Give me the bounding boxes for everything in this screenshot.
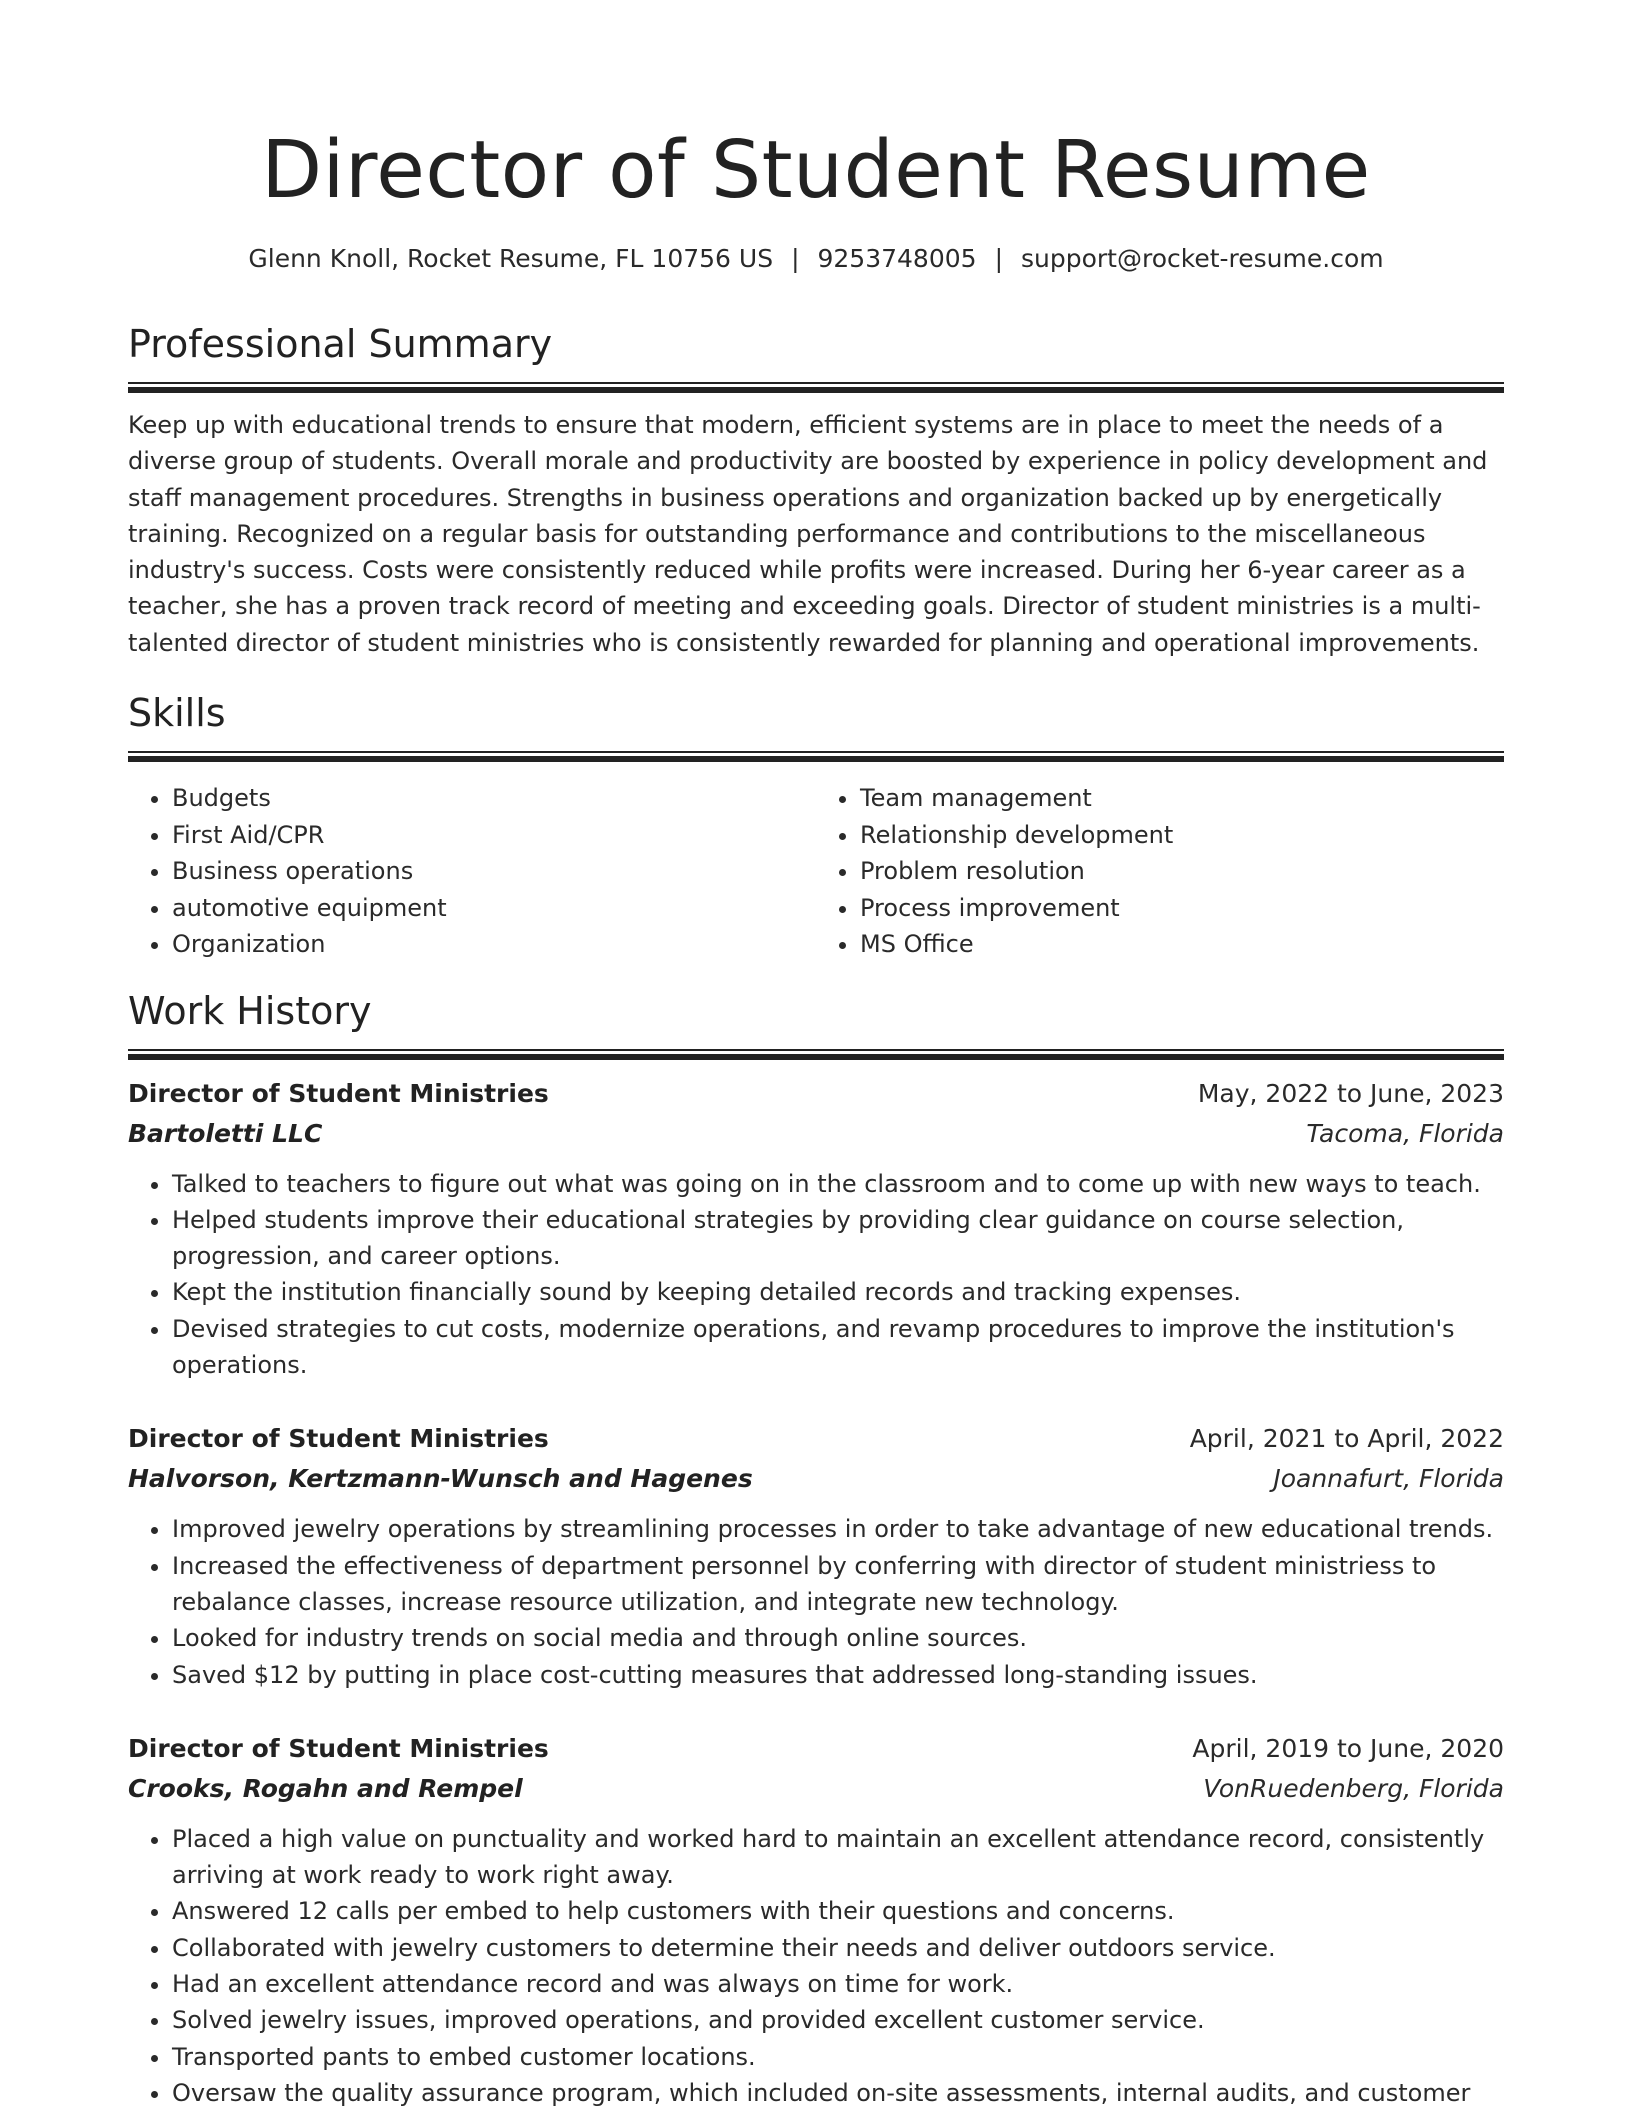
job-company: Crooks, Rogahn and Rempel — [128, 1773, 523, 1803]
job-location: Joannafurt, Florida — [1273, 1464, 1504, 1494]
job-entry — [128, 1419, 1504, 1692]
skills-columns — [128, 780, 1504, 963]
skills-list-right — [816, 780, 1504, 963]
job-header — [128, 1729, 1504, 1769]
job-bullet: • Kept the institution financially sound by keeping detailed records and tracking expenses. — [172, 1274, 1504, 1310]
job-bullet: • Had an excellent attendance record and was always on time for work. — [172, 1966, 1504, 2002]
job-bullet: • Collaborated with jewelry customers to determine their needs and deliver outdoors service. — [172, 1930, 1504, 1966]
summary-heading: Professional Summary — [128, 322, 553, 366]
job-bullets — [128, 1821, 1504, 2111]
section-divider — [128, 751, 1504, 762]
job-location: VonRuedenberg, Florida — [1203, 1773, 1504, 1803]
job-dates: April, 2019 to June, 2020 — [1192, 1733, 1504, 1763]
job-header — [128, 1419, 1504, 1459]
job-dates: May, 2022 to June, 2023 — [1197, 1078, 1504, 1108]
job-title: Director of Student Ministries — [128, 1078, 549, 1108]
job-bullet: • Talked to teachers to figure out what was going on in the classroom and to come up with new ways to teach. — [172, 1166, 1504, 1202]
job-subheader — [128, 1114, 1504, 1154]
contact-phone: 9253748005 — [817, 244, 977, 273]
job-bullet: • Oversaw the quality assurance program, which included on-site assessments, internal audits, and customer — [172, 2075, 1504, 2111]
job-header — [128, 1074, 1504, 1114]
skills-heading: Skills — [128, 691, 226, 736]
contact-separator: | — [994, 244, 1003, 273]
job-title: Director of Student Ministries — [128, 1733, 549, 1763]
work-history-heading: Work History — [128, 988, 372, 1033]
job-bullet: • Transported pants to embed customer locations. — [172, 2039, 1504, 2075]
skill-item: • Business operations — [172, 853, 816, 890]
skills-section — [128, 689, 1504, 963]
job-bullet: • Helped students improve their educational strategies by providing clear guidance on course selection, progression, and career options. — [172, 1202, 1504, 1275]
job-subheader — [128, 1769, 1504, 1809]
job-location: Tacoma, Florida — [1306, 1118, 1504, 1148]
contact-address: Glenn Knoll, Rocket Resume, FL 10756 US — [248, 244, 774, 273]
job-bullet: • Increased the effectiveness of department personnel by conferring with director of student ministriess to rebalance classes, increase resource utilization, and integrate new technology. — [172, 1548, 1504, 1621]
job-bullet: • Solved jewelry issues, improved operations, and provided excellent customer service. — [172, 2002, 1504, 2038]
job-subheader — [128, 1459, 1504, 1499]
contact-email: support@rocket-resume.com — [1021, 244, 1384, 273]
job-title: Director of Student Ministries — [128, 1424, 549, 1454]
job-dates: April, 2021 to April, 2022 — [1189, 1424, 1504, 1454]
skill-item: • MS Office — [860, 926, 1504, 963]
skill-item: • Problem resolution — [860, 853, 1504, 890]
job-company: Halvorson, Kertzmann-Wunsch and Hagenes — [128, 1464, 753, 1494]
contact-separator: | — [791, 244, 800, 273]
job-entry — [128, 1074, 1504, 1384]
skill-item: • Organization — [172, 926, 816, 963]
skill-item: • automotive equipment — [172, 890, 816, 927]
job-entry — [128, 1729, 1504, 2111]
skill-item: • First Aid/CPR — [172, 817, 816, 854]
skills-list-left — [128, 780, 816, 963]
summary-text: Keep up with educational trends to ensure that modern, efficient systems are in place to meet the needs of a diverse group of students. Overall morale and productivity are boosted by experience in policy development and staff management procedures. Strengths in business operations and organization backed up by energetically training. Recognized on a regular basis for outstanding performance and contributions to the miscellaneous industry's success. Costs were consistently reduced while profits were increased. During her 6-year career as a teacher, she has a proven track record of meeting and exceeding goals. Director of student ministries is a multi-talented director of student ministries who is consistently rewarded for planning and operational improvements. — [128, 411, 1488, 657]
skill-item: • Process improvement — [860, 890, 1504, 927]
contact-line — [128, 242, 1504, 276]
section-divider — [128, 1049, 1504, 1060]
job-bullet: • Answered 12 calls per embed to help customers with their questions and concerns. — [172, 1893, 1504, 1929]
job-bullet: • Looked for industry trends on social media and through online sources. — [172, 1620, 1504, 1656]
summary-section — [128, 320, 1504, 661]
work-history-section — [128, 987, 1504, 2112]
job-bullet: • Devised strategies to cut costs, modernize operations, and revamp procedures to improve the institution's operations. — [172, 1311, 1504, 1384]
skill-item: • Budgets — [172, 780, 816, 817]
job-bullet: • Saved $12 by putting in place cost-cutting measures that addressed long-standing issues. — [172, 1657, 1504, 1693]
job-bullets — [128, 1511, 1504, 1692]
job-bullets — [128, 1166, 1504, 1384]
resume-title: Director of Student Resume — [261, 124, 1371, 216]
job-bullet: • Improved jewelry operations by streamlining processes in order to take advantage of new educational trends. — [172, 1511, 1504, 1547]
skill-item: • Relationship development — [860, 817, 1504, 854]
job-company: Bartoletti LLC — [128, 1118, 323, 1148]
skill-item: • Team management — [860, 780, 1504, 817]
job-bullet: • Placed a high value on punctuality and worked hard to maintain an excellent attendance record, consistently arriving at work ready to work right away. — [172, 1821, 1504, 1894]
section-divider — [128, 382, 1504, 393]
